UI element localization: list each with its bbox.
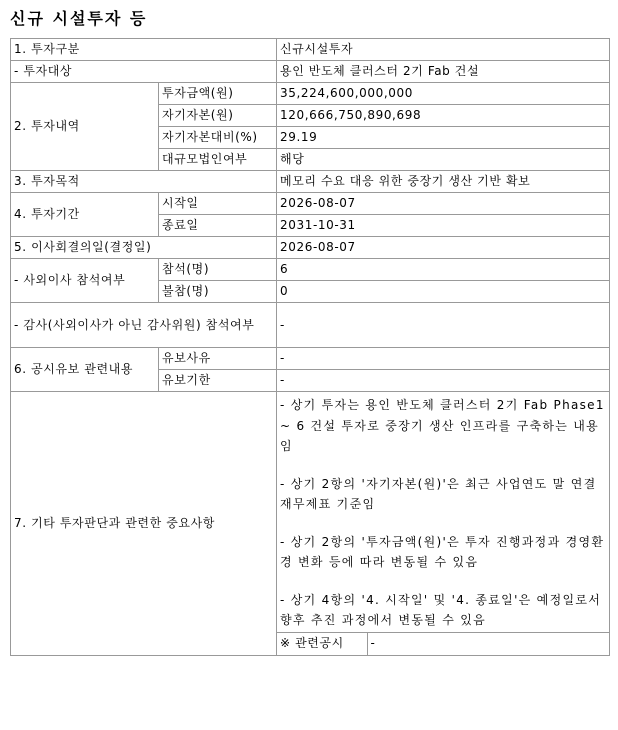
deferral-reason-value: - [277, 348, 610, 370]
purpose-label: 3. 투자목적 [11, 171, 277, 193]
disclosure-table [10, 38, 610, 656]
related-disclosure-label: ※ 관련공시 [277, 632, 367, 655]
outside-present-label: 참석(명) [159, 259, 277, 281]
equity-value: 120,666,750,890,698 [277, 105, 610, 127]
page-title: 신규 시설투자 등 [10, 9, 148, 28]
row-purpose [11, 171, 610, 193]
investment-target-value: 용인 반도체 클러스터 2기 Fab 건설 [277, 61, 610, 83]
equity-ratio-value: 29.19 [277, 127, 610, 149]
period-start-label: 시작일 [159, 193, 277, 215]
related-disclosure-value: - [367, 632, 609, 655]
equity-ratio-label: 자기자본대비(%) [159, 127, 277, 149]
outside-absent-value: 0 [277, 281, 610, 303]
investment-type-value: 신규시설투자 [277, 39, 610, 61]
period-end-label: 종료일 [159, 215, 277, 237]
period-end-value: 2031-10-31 [277, 215, 610, 237]
investment-amount-label: 투자금액(원) [159, 83, 277, 105]
deferral-deadline-label: 유보기한 [159, 370, 277, 392]
other-value-cell [277, 392, 610, 656]
board-date-label: 5. 이사회결의일(결정일) [11, 237, 277, 259]
outside-present-value: 6 [277, 259, 610, 281]
investment-details-label: 2. 투자내역 [11, 83, 159, 171]
row-other [11, 392, 610, 656]
audit-committee-label: - 감사(사외이사가 아닌 감사위원) 참석여부 [11, 303, 277, 348]
investment-amount-value: 35,224,600,000,000 [277, 83, 610, 105]
investment-target-label: - 투자대상 [11, 61, 277, 83]
audit-committee-value: - [277, 303, 610, 348]
row-outside-present [11, 259, 610, 281]
other-notes [277, 392, 609, 632]
other-note-2: - 상기 2항의 '자기자본(원)'은 최근 사업연도 말 연결재무제표 기준임 [280, 476, 597, 511]
deferral-deadline-value: - [277, 370, 610, 392]
row-board-date [11, 237, 610, 259]
related-disclosure-table [277, 632, 609, 655]
other-note-1: - 상기 투자는 용인 반도체 클러스터 2기 Fab Phase1 ~ 6 건설 투자로 중장기 생산 인프라를 구축하는 내용임 [280, 398, 605, 453]
row-investment-type [11, 39, 610, 61]
deferral-reason-label: 유보사유 [159, 348, 277, 370]
equity-label: 자기자본(원) [159, 105, 277, 127]
large-corp-label: 대규모법인여부 [159, 149, 277, 171]
board-date-value: 2026-08-07 [277, 237, 610, 259]
related-disclosure-row [277, 632, 609, 655]
large-corp-value: 해당 [277, 149, 610, 171]
row-period-start [11, 193, 610, 215]
row-investment-target [11, 61, 610, 83]
other-note-3: - 상기 2항의 '투자금액(원)'은 투자 진행과정과 경영환경 변화 등에 따라 변동될 수 있음 [280, 534, 605, 569]
outside-directors-label: - 사외이사 참석여부 [11, 259, 159, 303]
period-label: 4. 투자기간 [11, 193, 159, 237]
row-audit-committee [11, 303, 610, 348]
period-start-value: 2026-08-07 [277, 193, 610, 215]
investment-type-label: 1. 투자구분 [11, 39, 277, 61]
other-note-4: - 상기 4항의 '4. 시작일' 및 '4. 종료일'은 예정일로서 향후 추진 과정에서 변동될 수 있음 [280, 592, 602, 627]
other-label: 7. 기타 투자판단과 관련한 중요사항 [11, 392, 277, 656]
row-investment-amount [11, 83, 610, 105]
purpose-value: 메모리 수요 대응 위한 중장기 생산 기반 확보 [277, 171, 610, 193]
disclosure-deferral-label: 6. 공시유보 관련내용 [11, 348, 159, 392]
row-deferral-reason [11, 348, 610, 370]
outside-absent-label: 불참(명) [159, 281, 277, 303]
